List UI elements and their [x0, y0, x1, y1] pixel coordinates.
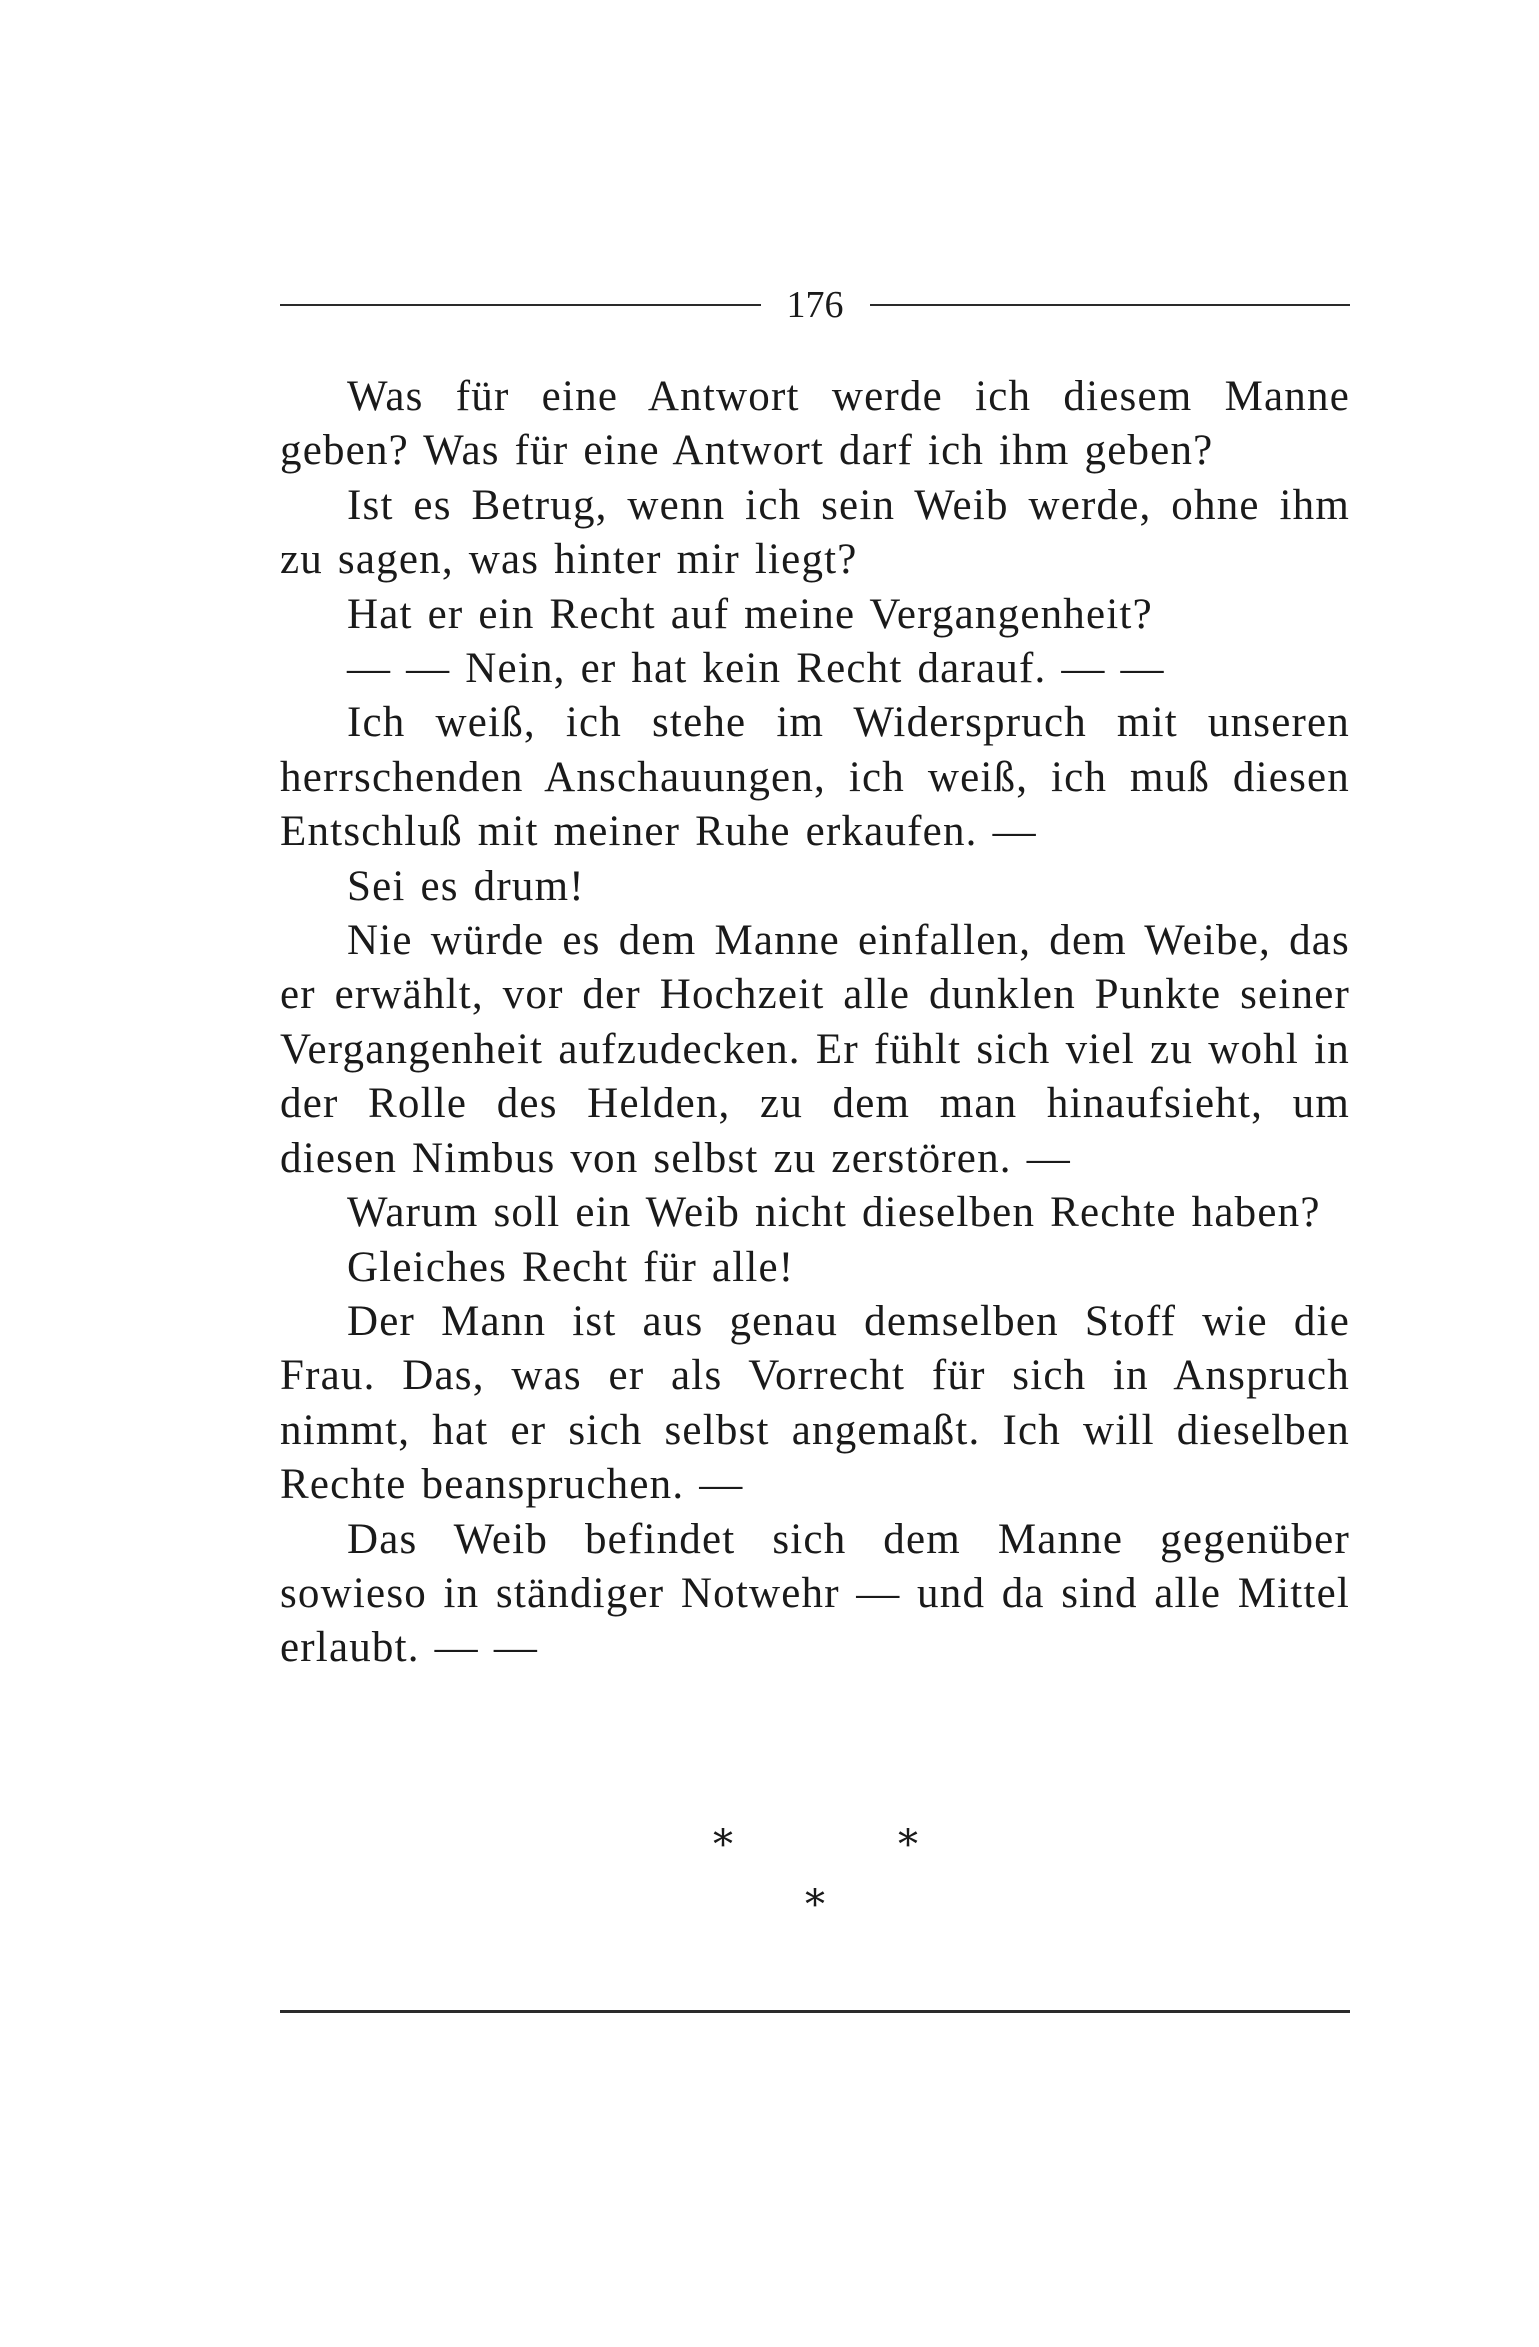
paragraph: Ist es Betrug, wenn ich sein Weib werde, ohne ihm zu sagen, was hinter mir liegt?: [280, 481, 1350, 584]
footer-rule: [280, 2010, 1350, 2013]
asterisk-icon: *: [805, 1882, 825, 1928]
section-break: [280, 1815, 1350, 1935]
page-header: [280, 275, 1350, 335]
paragraph: Sei es drum!: [347, 862, 585, 910]
paragraph: Hat er ein Recht auf meine Vergangenheit?: [347, 590, 1153, 638]
page-number: 176: [786, 284, 844, 326]
paragraph: Ich weiß, ich stehe im Widerspruch mit unseren herrschenden Anschauungen, ich weiß, ich muß diesen Entschluß mit meiner Ruhe erkaufen. —: [280, 699, 1350, 856]
header-rule-left: [280, 304, 761, 306]
paragraph: Was für eine Antwort werde ich diesem Manne geben? Was für eine Antwort darf ich ihm geben?: [280, 373, 1350, 475]
body-text: [280, 370, 1350, 1676]
paragraph: Gleiches Recht für alle!: [347, 1243, 795, 1291]
header-rule-right: [870, 304, 1351, 306]
paragraph: Nie würde es dem Manne einfallen, dem Weibe, das er erwählt, vor der Hochzeit alle dunklen Punkte seiner Vergangenheit aufzudecken. Er fühlt sich viel zu wohl in der Rolle des Helden, zu dem man hinaufsieht, um diesen Nimbus von selbst zu zerstören. —: [280, 917, 1350, 1182]
asterisk-icon: *: [713, 1822, 733, 1868]
paragraph: — — Nein, er hat kein Recht darauf. — —: [347, 645, 1165, 693]
paragraph: Warum soll ein Weib nicht dieselben Rechte haben?: [347, 1189, 1321, 1237]
paragraph: Das Weib befindet sich dem Manne gegenüber sowieso in ständiger Notwehr — und da sind alle Mittel erlaubt. — —: [280, 1515, 1350, 1672]
asterisk-icon: *: [898, 1822, 918, 1868]
paragraph: Der Mann ist aus genau demselben Stoff wie die Frau. Das, was er als Vorrecht für sich in Anspruch nimmt, hat er sich selbst angemaßt. Ich will dieselben Rechte beanspruchen. —: [280, 1297, 1350, 1509]
